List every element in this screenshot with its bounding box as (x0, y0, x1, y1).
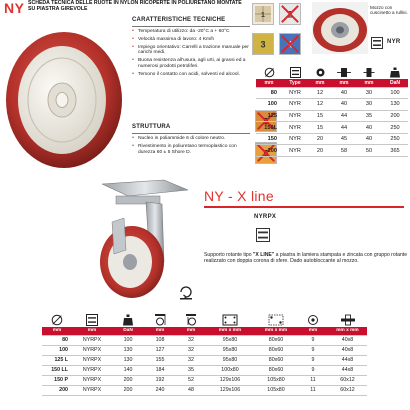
table-cell: 127 (144, 345, 176, 355)
weight-icon (389, 67, 401, 78)
hole-spacing-col (254, 312, 298, 327)
table-cell: 30 (356, 87, 382, 99)
table-cell: 12 (308, 87, 332, 99)
not-suitable-icon (279, 3, 301, 25)
structure-divider (132, 133, 250, 134)
cross-out-icon (280, 33, 300, 55)
table-cell: 44x8 (328, 355, 367, 365)
load-col (382, 66, 408, 79)
table-cell: 9 (298, 355, 328, 365)
table-cell: NYR (282, 99, 308, 111)
table-cell: 50 (356, 145, 382, 157)
table-cell: 32 (176, 335, 206, 345)
bearing-icon (256, 228, 270, 242)
floor-tile-icon (254, 5, 272, 23)
table-cell: 80x60 (254, 365, 298, 375)
structure-item: • Nucleo in poliammide 6 di colore neutro. (132, 136, 250, 142)
table-cell: NYR (282, 110, 308, 122)
table-cell: 150L (256, 122, 282, 134)
hole-col (298, 312, 328, 327)
characteristics-heading: CARATTERISTICHE TECNICHE (132, 17, 226, 23)
swivel-icon (178, 284, 194, 300)
table-cell: 129x106 (206, 385, 254, 395)
table-cell: 40 (332, 87, 356, 99)
table-cell: 58 (332, 145, 356, 157)
table-row (42, 385, 367, 395)
table-cell: 9 (298, 365, 328, 375)
diameter-col (256, 66, 282, 79)
plate-col (206, 312, 254, 327)
table-cell: 35 (356, 110, 382, 122)
bearing-icon (371, 37, 383, 49)
badge-1: 1 (261, 12, 265, 19)
table-cell: 184 (144, 365, 176, 375)
diameter-icon (264, 67, 275, 78)
table-cell: NYRPX (72, 385, 112, 395)
table-row (42, 375, 367, 385)
table-cell: NYRPX (72, 365, 112, 375)
bore-icon (315, 67, 326, 78)
table-cell: NYR (282, 87, 308, 99)
table2-icon-row (42, 312, 367, 327)
caster-height-icon (154, 313, 166, 326)
table-cell: NYRPX (72, 355, 112, 365)
table-cell: 200 (112, 385, 144, 395)
table-cell: 125 (256, 110, 282, 122)
table-cell: 80 (42, 335, 72, 345)
characteristics-divider (132, 26, 250, 27)
table-cell: 129x106 (206, 375, 254, 385)
table-cell: 80 (256, 87, 282, 99)
table-cell: 80x60 (254, 345, 298, 355)
table-cell: 11 (298, 385, 328, 395)
table-cell: 130 (112, 355, 144, 365)
table-cell: 250 (382, 122, 408, 134)
diameter-col (42, 312, 72, 327)
badge-3: 3 (260, 39, 266, 50)
table-cell: 20 (308, 145, 332, 157)
floor-icon (252, 3, 274, 25)
table-row (256, 99, 408, 111)
table-cell: 20 (308, 133, 332, 145)
wheel-photo (2, 20, 128, 170)
table-row (256, 122, 408, 134)
description-bold: "X LINE" (253, 252, 275, 258)
table-cell: 155 (144, 355, 176, 365)
table-cell: 200 (42, 385, 72, 395)
hub-caption: Mozzo con cuscinetto a rullini. (370, 5, 408, 16)
table-cell: 192 (144, 375, 176, 385)
type-col (72, 312, 112, 327)
bolt-hole-icon (307, 314, 319, 326)
hole-spacing-icon (268, 314, 284, 326)
structure-list (132, 136, 250, 157)
unit-cell: mm x mm (254, 327, 298, 335)
surface-icon (252, 33, 274, 55)
offset-col (176, 312, 206, 327)
table-cell: 130 (382, 99, 408, 111)
diameter-icon (51, 314, 63, 326)
table-cell: 35 (176, 365, 206, 375)
table-cell: 105x80 (254, 385, 298, 395)
table-cell: 44x8 (328, 365, 367, 375)
table-cell: 60x12 (328, 375, 367, 385)
hub-length-icon (337, 67, 351, 78)
table-cell: 44 (332, 110, 356, 122)
offset-icon (185, 313, 197, 326)
table-cell: 40 (332, 99, 356, 111)
table-cell: 140 (112, 365, 144, 375)
table-cell: 95x80 (206, 355, 254, 365)
table-cell: 240 (144, 385, 176, 395)
table-cell: 130 (112, 345, 144, 355)
unit-cell: mm (42, 327, 72, 335)
unit-cell: mm (308, 79, 332, 87)
table1-icon-row (256, 66, 408, 79)
characteristic-item: • Temperatura di utilizzo: da -20°C a + 60°C (132, 29, 250, 35)
description-lead: Supporto rotante tipo (204, 252, 253, 258)
table-row (42, 335, 367, 345)
table-cell: 40 (356, 122, 382, 134)
table-cell: 95x80 (206, 345, 254, 355)
table-cell: NYR (282, 122, 308, 134)
unit-cell: DaN (112, 327, 144, 335)
table-cell: NYR (282, 133, 308, 145)
series-title (204, 188, 274, 204)
structure-item: • Rivestimento in poliuretano termoplastico con durezza 60 ± 5 Shore D. (132, 144, 250, 155)
table-cell: 100 (256, 99, 282, 111)
hub-bearing-photo (312, 2, 368, 54)
plate-size-icon (222, 314, 238, 326)
table-cell: 32 (176, 345, 206, 355)
table-cell: 150 P (42, 375, 72, 385)
table-cell: 44 (332, 122, 356, 134)
bearing-type-icon (86, 314, 98, 326)
bore-col (308, 66, 332, 79)
table-cell: 12 (308, 99, 332, 111)
table-cell: 80x60 (254, 355, 298, 365)
table-cell: 15 (308, 122, 332, 134)
characteristic-item: • Velocità massima di lavoro: 4 Km/h (132, 37, 250, 43)
unit-cell: mm x mm (206, 327, 254, 335)
table-cell: 80x60 (254, 335, 298, 345)
table-row (256, 145, 408, 157)
unit-cell: mm (72, 327, 112, 335)
hub-length-col (332, 66, 356, 79)
caster-spec-table (42, 312, 367, 396)
product-code: NY (4, 0, 25, 16)
unit-cell: DaN (382, 79, 408, 87)
table-cell: 9 (298, 335, 328, 345)
series-prefix: NY - (204, 188, 238, 204)
unit-cell: mm (332, 79, 356, 87)
table-cell: NYRPX (72, 375, 112, 385)
table-cell: NYRPX (72, 335, 112, 345)
table-cell: 30 (356, 99, 382, 111)
characteristic-item: • Temono il contatto con acidi, solventi ed alcool. (132, 72, 250, 78)
characteristic-item: • Buona resistenza all'usura, agli urti, ai grassi ed a numerosi prodotti petroliferi. (132, 58, 250, 69)
table-cell: 100 (42, 345, 72, 355)
table-cell: 40 (356, 133, 382, 145)
table-cell: 200 (112, 375, 144, 385)
table-cell: 48 (176, 385, 206, 395)
structure-heading: STRUTTURA (132, 124, 171, 130)
not-suitable-icon-2 (279, 33, 301, 55)
table-cell: 200 (256, 145, 282, 157)
table-cell: 9 (298, 345, 328, 355)
description-rest: a piastra in lamiera stampata e zincata con gruppo rotante realizzato con doppia corona di sfere. Dado autobloccante al mozzo. (204, 252, 408, 265)
table-cell: 108 (144, 335, 176, 345)
unit-cell: mm (144, 327, 176, 335)
table-cell: 40x8 (328, 345, 367, 355)
table1-unit-row (256, 79, 408, 87)
table-cell: 125 L (42, 355, 72, 365)
bearing-type-icon (290, 67, 301, 78)
table-cell: 40x8 (328, 335, 367, 345)
table-cell: 365 (382, 145, 408, 157)
cross-out-icon (280, 3, 300, 25)
characteristic-item: • Impiego orientativo: Carrelli a trazione manuale per carichi medi. (132, 45, 250, 56)
table-cell: NYRPX (72, 345, 112, 355)
series-divider (204, 206, 404, 208)
table-row (42, 355, 367, 365)
load-col (112, 312, 144, 327)
axle-col (328, 312, 367, 327)
type-col (282, 66, 308, 79)
surface-tile-icon (253, 33, 273, 55)
tread-width-icon (363, 67, 375, 78)
weight-icon (122, 314, 134, 326)
tread-width-col (356, 66, 382, 79)
table-cell: 32 (176, 355, 206, 365)
unit-cell: Type (282, 79, 308, 87)
table-cell: 100 (112, 335, 144, 345)
table-cell: 60x12 (328, 385, 367, 395)
table-row (42, 345, 367, 355)
model-tag-nyrpx: NYRPX (254, 214, 277, 220)
series-description (204, 252, 408, 265)
table-cell: 150 (256, 133, 282, 145)
unit-cell: mm (176, 327, 206, 335)
table-cell: 200 (382, 110, 408, 122)
table-cell: 11 (298, 375, 328, 385)
characteristics-list (132, 29, 250, 80)
height-col (144, 312, 176, 327)
table-cell: 105x80 (254, 375, 298, 385)
unit-cell: mm (356, 79, 382, 87)
table-cell: NYR (282, 145, 308, 157)
unit-cell: mm (298, 327, 328, 335)
table-cell: 250 (382, 133, 408, 145)
table2-unit-row (42, 327, 367, 335)
table-cell: 95x80 (206, 335, 254, 345)
model-tag-nyr: NYR (387, 39, 401, 45)
table-row (256, 110, 408, 122)
table-row (256, 133, 408, 145)
wheel-spec-table (256, 66, 408, 157)
table-row (256, 87, 408, 99)
table-cell: 150 LL (42, 365, 72, 375)
table-cell: 100 (382, 87, 408, 99)
axle-icon (340, 314, 356, 326)
table-row (42, 365, 367, 375)
series-name: X line (237, 188, 274, 204)
unit-cell: mm x mm (328, 327, 367, 335)
page-title: SCHEDA TECNICA DELLE RUOTE IN NYLON RICOPERTE IN POLIURETANO MONTATE SU PIASTRA GIREVOLE (28, 0, 242, 13)
table-cell: 15 (308, 110, 332, 122)
table-cell: 100x80 (206, 365, 254, 375)
table-cell: 45 (332, 133, 356, 145)
unit-cell: mm (256, 79, 282, 87)
table-cell: 52 (176, 375, 206, 385)
